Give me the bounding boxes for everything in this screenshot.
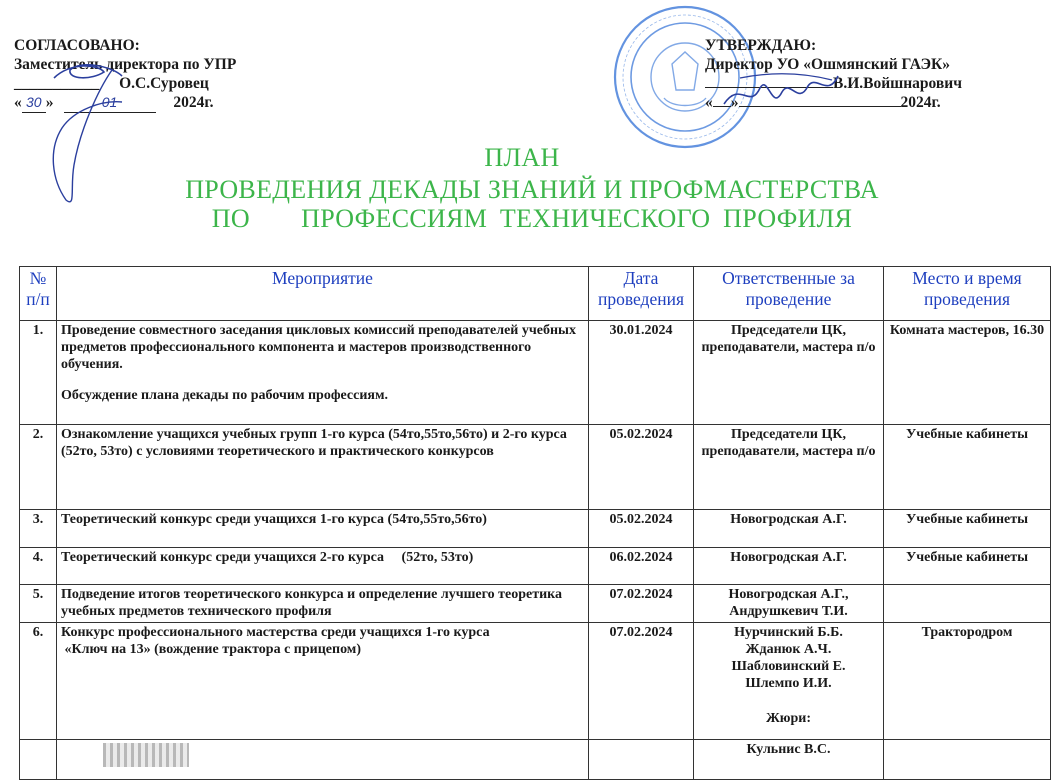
document-subtitle: ПРОВЕДЕНИЯ ДЕКАДЫ ЗНАНИЙ И ПРОФМАСТЕРСТВА (185, 175, 879, 204)
row-place: Комната мастеров, 16.30 (884, 321, 1051, 425)
row-num: 2. (20, 425, 57, 510)
table-row (20, 321, 1051, 425)
approval-year: 2024г. (900, 94, 941, 111)
table-row (20, 548, 1051, 585)
approval-date-line: « 30 » 01 2024г. (14, 94, 214, 111)
row-num: 5. (20, 585, 57, 623)
table-header-row (20, 267, 1051, 321)
row-place: Трактородром (884, 623, 1051, 740)
row-num: 1. (20, 321, 57, 425)
row-event: Теоретический конкурс среди учащихся 1-го курса (54то,55то,56то) (57, 510, 589, 548)
row-responsible: Новогродская А.Г. (694, 548, 884, 585)
row-place (884, 585, 1051, 623)
table-row (20, 425, 1051, 510)
row-date: 06.02.2024 (589, 548, 694, 585)
row-date: 07.02.2024 (589, 623, 694, 740)
row-place: Учебные кабинеты (884, 548, 1051, 585)
row-responsible: Нурчинский Б.Б. Жданюк А.Ч. Шабловинский Е. Шлемпо И.И. Жюри: (694, 623, 884, 740)
approver-name: О.С.Суровец (119, 75, 209, 92)
photo-fragment-image (103, 743, 189, 767)
row-event: Ознакомление учащихся учебных групп 1-го курса (54то,55то,56то) и 2-го курса (52то, 53то) с условиями теоретического и практического конкурсов (57, 425, 589, 510)
approver-name: В.И.Войшнарович (833, 75, 962, 92)
table-row (20, 623, 1051, 740)
approval-date-line: « » 2024г. (705, 94, 941, 111)
row-date (589, 740, 694, 780)
header-event: Мероприятие (57, 267, 589, 321)
row-date: 07.02.2024 (589, 585, 694, 623)
document-title: ПЛАН (484, 143, 560, 172)
document-subtitle-2: ПО ПРОФЕССИЯМ ТЕХНИЧЕСКОГО ПРОФИЛЯ (211, 204, 853, 233)
approval-position: Директор УО «Ошмянский ГАЭК» (705, 56, 951, 73)
row-event (57, 740, 589, 780)
approval-heading: СОГЛАСОВАНО: (14, 37, 140, 54)
header-date: Дата проведения (589, 267, 694, 321)
row-place (884, 740, 1051, 780)
row-event: Конкурс профессионального мастерства среди учащихся 1-го курса «Ключ на 13» (вождение трактора с прицепом) (57, 623, 589, 740)
table-row (20, 510, 1051, 548)
row-num: 4. (20, 548, 57, 585)
row-place: Учебные кабинеты (884, 425, 1051, 510)
header-place: Место и время проведения (884, 267, 1051, 321)
row-responsible: Новогродская А.Г. (694, 510, 884, 548)
row-responsible: Председатели ЦК, преподаватели, мастера п/о (694, 321, 884, 425)
table-row (20, 740, 1051, 780)
row-num: 6. (20, 623, 57, 740)
row-num: 3. (20, 510, 57, 548)
date-day: 30 (22, 93, 46, 113)
row-event: Проведение совместного заседания цикловых комиссий преподавателей учебных предметов профессионального компонента и мастеров производственного обучения. Обсуждение плана декады по рабочим профессиям. (57, 321, 589, 425)
row-event: Теоретический конкурс среди учащихся 2-го курса (52то, 53то) (57, 548, 589, 585)
row-num (20, 740, 57, 780)
approval-year: 2024г. (173, 94, 214, 111)
row-place: Учебные кабинеты (884, 510, 1051, 548)
signature-right-image (720, 70, 840, 120)
header-responsible: Ответственные за проведение (694, 267, 884, 321)
table-row (20, 585, 1051, 623)
approval-position: Заместитель директора по УПР (14, 56, 237, 73)
row-event-note: «Ключ на 13» (вождение трактора с прицепом) (61, 642, 361, 657)
row-date: 05.02.2024 (589, 425, 694, 510)
header-num: № п/п (20, 267, 57, 321)
jury-label: Жюри: (765, 711, 812, 726)
row-responsible: Кульнис В.С. (694, 740, 884, 780)
row-event: Подведение итогов теоретического конкурса и определение лучшего теоретика учебных предметов технического профиля (57, 585, 589, 623)
date-month: 01 (64, 93, 156, 113)
approval-heading: УТВЕРЖДАЮ: (705, 37, 817, 54)
plan-table (19, 266, 1051, 780)
row-responsible: Новогродская А.Г., Андрушкевич Т.И. (694, 585, 884, 623)
row-event-note: Обсуждение плана декады по рабочим профессиям. (61, 388, 389, 403)
row-responsible: Председатели ЦК, преподаватели, мастера п/о (694, 425, 884, 510)
row-date: 05.02.2024 (589, 510, 694, 548)
signature-blank: ___________ (14, 75, 100, 92)
row-date: 30.01.2024 (589, 321, 694, 425)
